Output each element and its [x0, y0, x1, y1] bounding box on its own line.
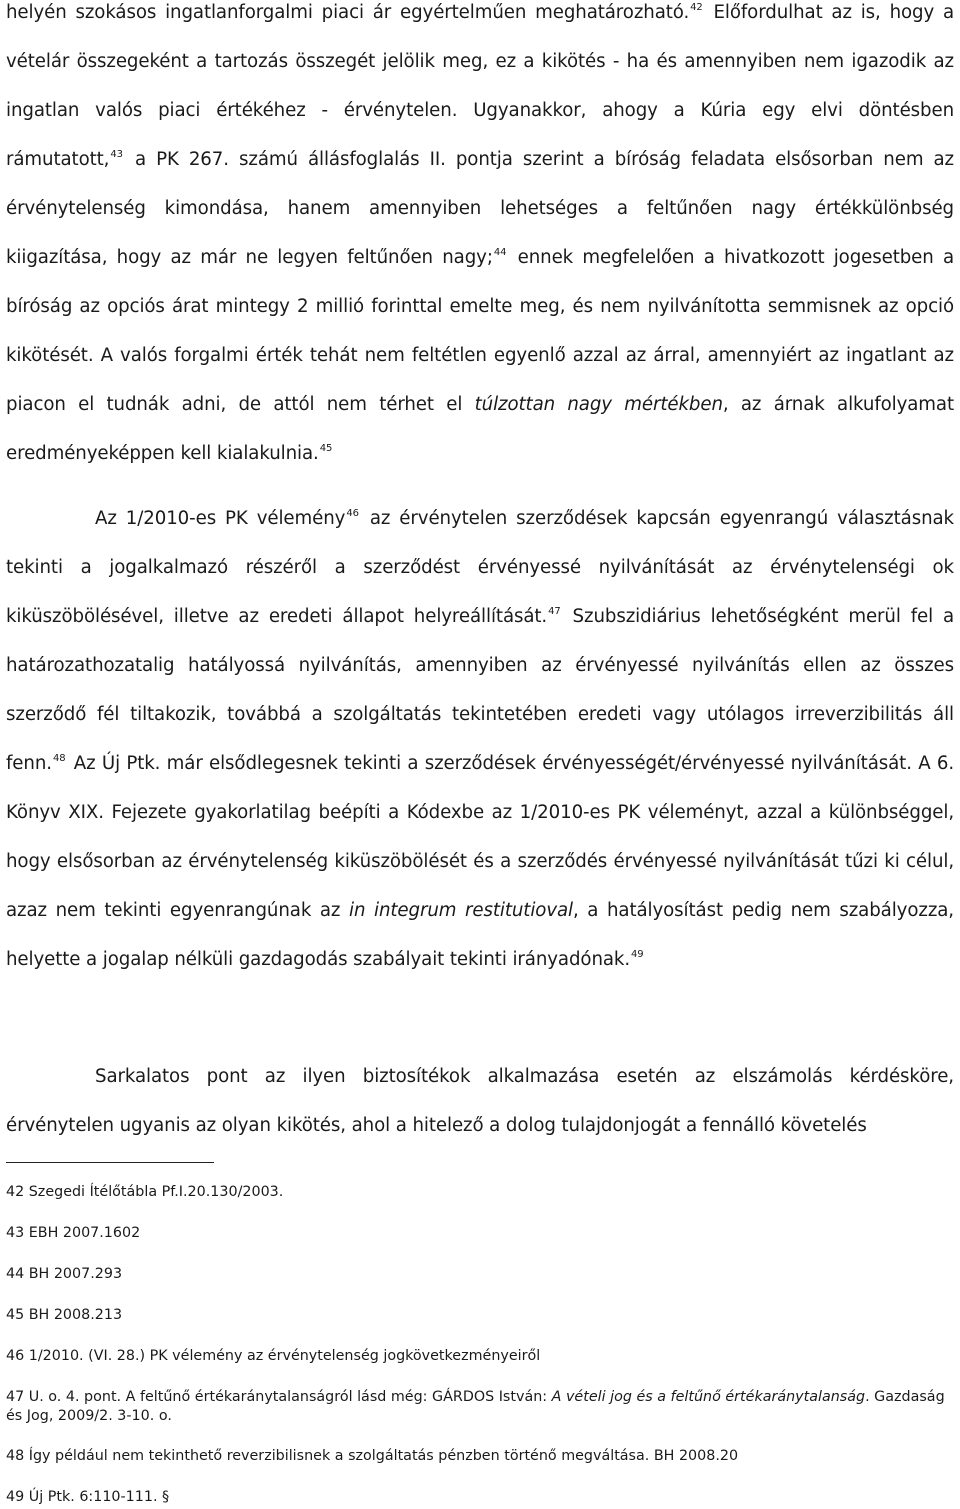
footnote-46: 46 1/2010. (VI. 28.) PK vélemény az érvénytelenség jogkövetkezményeiről [6, 1348, 541, 1364]
emphasis-text: in integrum restitutioval [349, 900, 573, 921]
body-paragraph-3 [6, 1052, 954, 1150]
footnote-ref-46[interactable]: 46 [346, 508, 359, 519]
text-run: Az Új Ptk. már elsődlegesnek tekinti a szerződések érvényességét/érvényessé nyilvánítását. A 6. Könyv XIX. Fejezete gyakorlatilag beépíti a Kódexbe az 1/2010-es PK véleményt, azzal a különbséggel, hogy elsősorban az érvénytelenség kiküszöbölését és a szerződés érvényessé nyilvánítását tűzi ki célul, azaz nem tekinti egyenrangúnak az [6, 753, 954, 921]
body-paragraph-2 [6, 494, 954, 984]
footnote-text: 47 U. o. 4. pont. A feltűnő értékaránytalanságról lásd még: GÁRDOS István: [6, 1389, 552, 1405]
text-run: Szubszidiárius lehetőségként merül fel a határozathozatalig hatályossá nyilvánítás, amennyiben az érvényessé nyilvánítás ellen az összes szerződő fél tiltakozik, továbbá a szolgáltatás tekintetében eredeti vagy utólagos irreverzibilitás áll fenn. [6, 606, 954, 774]
text-run: az érvénytelen szerződések kapcsán egyenrangú választásnak tekinti a jogalkalmazó részéről a szerződést érvényessé nyilvánítását az érvénytelenségi ok kiküszöbölésével, illetve az eredeti állapot helyreállítását. [6, 508, 954, 627]
footnote-ref-49[interactable]: 49 [631, 949, 644, 960]
body-paragraph-1 [6, 0, 954, 478]
footnote-42: 42 Szegedi Ítélőtábla Pf.I.20.130/2003. [6, 1184, 284, 1200]
footnote-ref-47[interactable]: 47 [548, 606, 561, 617]
text-run: Előfordulhat az is, hogy a vételár összegeként a tartozás összegét jelölik meg, ez a kikötés - ha és amennyiben nem igazodik az ingatlan valós piaci értékéhez - érvénytelen. Ugyanakkor, ahogy a Kúria egy elvi döntésben rámutatott, [6, 2, 954, 170]
text-run: Az 1/2010-es PK vélemény [95, 508, 346, 529]
footnote-separator [6, 1162, 214, 1163]
footnote-48: 48 Így például nem tekinthető reverzibilisnek a szolgáltatás pénzben történő megváltása. BH 2008.20 [6, 1448, 739, 1464]
footnote-ref-42[interactable]: 42 [690, 2, 703, 13]
text-run: ennek megfelelően a hivatkozott jogesetben a bíróság az opciós árat mintegy 2 millió forinttal emelte meg, és nem nyilvánította semmisnek az opció kikötését. A valós forgalmi érték tehát nem feltétlen egyenlő azzal az árral, amennyiért az ingatlant az piacon el tudnák adni, de attól nem térhet el [6, 247, 954, 415]
footnote-47 [6, 1388, 954, 1426]
footnote-ref-48[interactable]: 48 [52, 753, 66, 764]
footnote-45: 45 BH 2008.213 [6, 1307, 123, 1323]
footnote-44: 44 BH 2007.293 [6, 1266, 123, 1282]
emphasis-text: túlzottan nagy mértékben [474, 394, 723, 415]
text-run: a PK 267. számú állásfoglalás II. pontja szerint a bíróság feladata elsősorban nem az érvénytelenség kimondása, hanem amennyiben lehetséges a feltűnően nagy értékkülönbség kiigazítása, hogy az már ne legyen feltűnően nagy; [6, 149, 954, 268]
footnote-title-emphasis: A vételi jog és a feltűnő értékaránytalanság [551, 1389, 866, 1405]
footnote-ref-43[interactable]: 43 [110, 149, 123, 160]
text-run: helyén szokásos ingatlanforgalmi piaci ár egyértelműen meghatározható. [6, 2, 690, 23]
text-run: Sarkalatos pont az ilyen biztosítékok alkalmazása esetén az elszámolás kérdésköre, érvénytelen ugyanis az olyan kikötés, ahol a hitelező a dolog tulajdonjogát a fennálló követelés [6, 1066, 954, 1136]
footnote-43: 43 EBH 2007.1602 [6, 1225, 141, 1241]
text-run: , a hatályosítást pedig nem szabályozza, helyette a jogalap nélküli gazdagodás szabályait tekinti irányadónak. [6, 900, 954, 970]
footnote-ref-45[interactable]: 45 [319, 443, 333, 454]
footnote-ref-44[interactable]: 44 [493, 247, 507, 258]
text-run: , az árnak alkufolyamat eredményeképpen kell kialakulnia. [6, 394, 955, 464]
footnote-text: . Gazdaság és Jog, 2009/2. 3-10. o. [6, 1389, 945, 1424]
footnote-49: 49 Új Ptk. 6:110-111. § [6, 1489, 170, 1505]
